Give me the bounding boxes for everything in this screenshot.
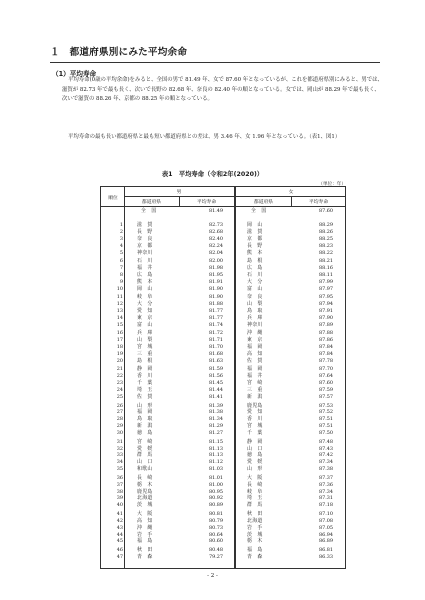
male-prefecture-cell: 東 京 [137, 314, 153, 321]
male-prefecture-cell: 兵 庫 [137, 330, 153, 337]
female-life-expectancy-cell: 87.89 [318, 321, 333, 328]
male-life-expectancy-cell: 82.40 [208, 235, 223, 242]
rank-cell: 16 [116, 330, 123, 337]
male-life-expectancy-cell: 81.95 [208, 271, 223, 278]
table-row [101, 538, 345, 545]
male-life-expectancy-cell: 80.92 [208, 495, 223, 502]
female-prefecture-cell: 山 形 [247, 466, 263, 473]
female-prefecture-cell: 千 葉 [247, 430, 263, 437]
table-row [101, 430, 345, 437]
male-life-expectancy-cell: 81.13 [208, 445, 223, 452]
female-prefecture-cell: 群 馬 [247, 502, 263, 509]
male-life-expectancy-cell: 80.89 [208, 502, 223, 509]
male-prefecture-cell: 福 井 [137, 265, 153, 271]
female-life-expectancy-cell: 87.51 [318, 416, 333, 423]
male-life-expectancy-cell: 81.77 [208, 308, 223, 314]
male-life-expectancy-cell: 81.91 [208, 278, 223, 285]
male-life-expectancy-cell: 81.12 [208, 459, 223, 466]
male-prefecture-cell: 青 森 [137, 553, 153, 560]
female-prefecture-cell: 長 崎 [247, 481, 263, 488]
male-life-expectancy-cell: 82.73 [208, 222, 223, 228]
rank-cell: 39 [116, 495, 123, 502]
national-row [101, 208, 345, 215]
male-life-expectancy-cell: 81.01 [208, 474, 223, 481]
rank-cell: 23 [116, 380, 123, 387]
rank-cell: 26 [116, 402, 123, 409]
female-life-expectancy-cell: 87.52 [318, 409, 333, 416]
male-prefecture-cell: 秋 田 [137, 546, 153, 553]
rank-cell: 35 [116, 466, 123, 473]
rank-cell: 7 [119, 265, 123, 271]
female-prefecture-cell: 山 梨 [247, 301, 263, 308]
rank-cell: 38 [116, 488, 123, 495]
male-life-expectancy-cell: 81.03 [208, 466, 223, 473]
male-prefecture-cell: 宮 城 [137, 344, 153, 351]
male-prefecture-cell: 静 岡 [137, 366, 153, 373]
male-prefecture-cell: 京 都 [137, 242, 153, 249]
table-row [101, 344, 345, 351]
header-divider-male [179, 196, 180, 206]
female-life-expectancy-cell: 87.42 [318, 452, 333, 459]
female-prefecture-cell: 東 京 [247, 337, 263, 344]
rank-cell: 47 [116, 553, 123, 560]
table-row [101, 351, 345, 358]
male-prefecture-cell: 福 島 [137, 538, 153, 545]
body-paragraph-1: 平均寿命(0歳の平均余命)をみると、全国の男で 81.49 年、女で 87.60 年となっているが、これを都道府県別にみると、男では、滋賀が 82.73 年で最も長く、次いで長野の 82.68 年、奈良の 82.40 年の順となっている。女では、岡山が 88.29 年で最も長く、次いで滋賀の 88.26 年、京都の 88.25 年の順となっている。 [62, 77, 383, 102]
female-life-expectancy-cell: 87.18 [318, 502, 333, 509]
female-prefecture-cell: 沖 縄 [247, 330, 263, 337]
table-row [101, 229, 345, 236]
table-row [101, 236, 345, 243]
female-life-expectancy-cell: 87.60 [318, 380, 333, 387]
female-life-expectancy-cell: 87.78 [318, 357, 333, 364]
female-life-expectancy-cell: 87.05 [318, 524, 333, 531]
male-prefecture-cell: 和歌山 [137, 466, 153, 473]
female-prefecture-cell: 神奈川 [247, 321, 263, 328]
female-prefecture-cell: 静 岡 [247, 438, 263, 445]
male-life-expectancy-cell: 81.70 [208, 344, 223, 351]
rank-cell: 24 [116, 387, 123, 394]
heading-rule [50, 62, 380, 63]
male-life-expectancy-cell: 81.74 [208, 321, 223, 328]
table-row [101, 502, 345, 509]
table-row [101, 243, 345, 250]
rank-cell: 18 [116, 344, 123, 351]
table-row [101, 322, 345, 329]
male-life-expectancy-cell: 81.88 [208, 301, 223, 308]
female-life-expectancy-cell: 88.16 [318, 265, 333, 271]
female-life-expectancy-cell: 88.23 [318, 242, 333, 249]
male-life-expectancy-cell: 81.29 [208, 423, 223, 430]
table-header [101, 187, 345, 207]
male-prefecture-cell: 石 川 [137, 258, 153, 265]
male-life-expectancy-cell: 81.13 [208, 452, 223, 459]
male-prefecture-cell: 愛 媛 [137, 445, 153, 452]
header-rank: 順位 [108, 196, 118, 201]
rank-cell: 1 [119, 222, 123, 228]
female-prefecture-cell: 大 分 [247, 278, 263, 285]
rank-cell: 9 [119, 278, 123, 285]
male-prefecture-cell: 福 岡 [137, 409, 153, 416]
rank-cell: 34 [116, 459, 123, 466]
female-prefecture-cell: 青 森 [247, 553, 263, 560]
table-row [101, 482, 345, 489]
female-prefecture-cell: 栃 木 [247, 538, 263, 545]
male-life-expectancy-cell: 81.72 [208, 330, 223, 337]
female-prefecture-cell: 熊 本 [247, 249, 263, 256]
male-life-expectancy-cell: 81.39 [208, 402, 223, 409]
header-male-life: 平均寿命 [196, 200, 217, 205]
table-row [101, 387, 345, 394]
male-life-expectancy-cell: 81.27 [208, 430, 223, 437]
male-life-expectancy-cell: 81.45 [208, 380, 223, 387]
rank-cell: 41 [116, 510, 123, 517]
table-row [101, 554, 345, 561]
male-prefecture-cell: 鹿児島 [137, 488, 153, 495]
male-life-expectancy-cell: 80.81 [208, 510, 223, 517]
table-row [101, 265, 345, 272]
section-heading: １ 都道府県別にみた平均余命 [50, 47, 188, 58]
male-life-expectancy-cell: 80.73 [208, 524, 223, 531]
female-life-expectancy-cell: 87.95 [318, 294, 333, 301]
rank-cell: 43 [116, 524, 123, 531]
rank-cell: 44 [116, 531, 123, 538]
male-life-expectancy-cell: 81.41 [208, 394, 223, 400]
rank-cell: 31 [116, 438, 123, 445]
female-prefecture-cell: 福 岡 [247, 366, 263, 373]
male-prefecture-cell: 長 野 [137, 228, 153, 235]
female-prefecture-cell: 秋 田 [247, 510, 263, 517]
rank-cell: 32 [116, 445, 123, 452]
female-prefecture-cell: 京 都 [247, 235, 263, 242]
female-life-expectancy-cell: 87.10 [318, 510, 333, 517]
rank-cell: 29 [116, 423, 123, 430]
female-prefecture-cell: 石 川 [247, 271, 263, 278]
male-prefecture-cell: 富 山 [137, 321, 153, 328]
table-unit: （単位：年） [318, 182, 346, 187]
female-life-expectancy-cell: 87.94 [318, 301, 333, 308]
female-prefecture-cell: 山 口 [247, 445, 263, 452]
male-life-expectancy-cell: 81.98 [208, 265, 223, 271]
female-life-expectancy-cell: 87.08 [318, 517, 333, 524]
male-prefecture-cell: 三 重 [137, 351, 153, 357]
rank-cell: 19 [116, 351, 123, 357]
male-life-expectancy-cell: 81.59 [208, 366, 223, 373]
male-prefecture-cell: 高 知 [137, 517, 153, 524]
table-row [101, 258, 345, 265]
national-female-value: 87.60 [318, 208, 333, 214]
table-row [101, 308, 345, 315]
male-life-expectancy-cell: 82.68 [208, 228, 223, 235]
rank-cell: 13 [116, 308, 123, 314]
male-life-expectancy-cell: 81.90 [208, 285, 223, 292]
female-prefecture-cell: 宮 崎 [247, 380, 263, 387]
rank-cell: 20 [116, 357, 123, 364]
male-prefecture-cell: 宮 崎 [137, 438, 153, 445]
male-life-expectancy-cell: 82.24 [208, 242, 223, 249]
female-prefecture-cell: 宮 城 [247, 423, 263, 430]
female-life-expectancy-cell: 87.59 [318, 387, 333, 394]
female-life-expectancy-cell: 87.70 [318, 366, 333, 373]
female-prefecture-cell: 福 井 [247, 373, 263, 380]
male-prefecture-cell: 群 馬 [137, 452, 153, 459]
male-life-expectancy-cell: 82.00 [208, 258, 223, 265]
female-prefecture-cell: 滋 賀 [247, 228, 263, 235]
male-prefecture-cell: 北海道 [137, 495, 153, 502]
male-life-expectancy-cell: 80.64 [208, 531, 223, 538]
header-male: 男 [176, 190, 182, 195]
table-row [101, 279, 345, 286]
female-prefecture-cell: 徳 島 [247, 452, 263, 459]
header-male-pref: 都道府県 [141, 200, 162, 205]
female-life-expectancy-cell: 87.43 [318, 445, 333, 452]
male-prefecture-cell: 千 葉 [137, 380, 153, 387]
male-life-expectancy-cell: 81.77 [208, 314, 223, 321]
table-row [101, 315, 345, 322]
female-life-expectancy-cell: 88.29 [318, 222, 333, 228]
rank-cell: 15 [116, 321, 123, 328]
female-prefecture-cell: 奈 良 [247, 294, 263, 301]
male-prefecture-cell: 徳 島 [137, 430, 153, 437]
rank-cell: 10 [116, 285, 123, 292]
female-life-expectancy-cell: 86.33 [318, 553, 333, 560]
female-life-expectancy-cell: 87.64 [318, 373, 333, 380]
male-life-expectancy-cell: 81.15 [208, 438, 223, 445]
national-female-label: 全 国 [251, 208, 267, 214]
male-prefecture-cell: 香 川 [137, 373, 153, 380]
female-life-expectancy-cell: 87.31 [318, 495, 333, 502]
rank-cell: 40 [116, 502, 123, 509]
female-prefecture-cell: 鳥 取 [247, 308, 263, 314]
rank-cell: 27 [116, 409, 123, 416]
female-life-expectancy-cell: 87.91 [318, 308, 333, 314]
male-life-expectancy-cell: 81.71 [208, 337, 223, 344]
male-life-expectancy-cell: 80.48 [208, 546, 223, 553]
male-prefecture-cell: 新 潟 [137, 423, 153, 430]
male-life-expectancy-cell: 81.63 [208, 357, 223, 364]
male-life-expectancy-cell: 81.68 [208, 351, 223, 357]
national-male-label: 全 国 [141, 208, 157, 214]
rank-cell: 22 [116, 373, 123, 380]
male-prefecture-cell: 岩 手 [137, 531, 153, 538]
table-row [101, 250, 345, 257]
female-prefecture-cell: 三 重 [247, 387, 263, 394]
female-life-expectancy-cell: 87.97 [318, 285, 333, 292]
male-prefecture-cell: 岡 山 [137, 285, 153, 292]
male-prefecture-cell: 山 形 [137, 402, 153, 409]
male-prefecture-cell: 大 分 [137, 301, 153, 308]
female-prefecture-cell: 大 阪 [247, 474, 263, 481]
male-prefecture-cell: 山 口 [137, 459, 153, 466]
rank-cell: 12 [116, 301, 123, 308]
rank-cell: 30 [116, 430, 123, 437]
female-life-expectancy-cell: 87.53 [318, 402, 333, 409]
table-row [101, 466, 345, 473]
female-prefecture-cell: 岡 山 [247, 222, 263, 228]
female-life-expectancy-cell: 87.84 [318, 344, 333, 351]
female-prefecture-cell: 福 島 [247, 546, 263, 553]
male-life-expectancy-cell: 81.38 [208, 409, 223, 416]
female-life-expectancy-cell: 87.38 [318, 466, 333, 473]
male-prefecture-cell: 鳥 取 [137, 416, 153, 423]
female-prefecture-cell: 高 知 [247, 351, 263, 357]
male-life-expectancy-cell: 82.04 [208, 249, 223, 256]
female-life-expectancy-cell: 86.81 [318, 546, 333, 553]
rank-cell: 25 [116, 394, 123, 400]
male-prefecture-cell: 長 崎 [137, 474, 153, 481]
header-female-pref: 都道府県 [253, 200, 274, 205]
rank-cell: 14 [116, 314, 123, 321]
female-life-expectancy-cell: 87.90 [318, 314, 333, 321]
header-female: 女 [288, 190, 294, 195]
male-life-expectancy-cell: 81.90 [208, 294, 223, 301]
female-prefecture-cell: 広 島 [247, 265, 263, 271]
male-prefecture-cell: 茨 城 [137, 502, 153, 509]
rank-cell: 37 [116, 481, 123, 488]
female-life-expectancy-cell: 86.94 [318, 531, 333, 538]
female-prefecture-cell: 鹿児島 [247, 402, 263, 409]
female-prefecture-cell: 佐 賀 [247, 357, 263, 364]
table-row [101, 525, 345, 532]
male-prefecture-cell: 愛 知 [137, 308, 153, 314]
female-life-expectancy-cell: 87.51 [318, 423, 333, 430]
female-prefecture-cell: 愛 知 [247, 409, 263, 416]
rank-cell: 4 [119, 242, 123, 249]
female-life-expectancy-cell: 87.84 [318, 351, 333, 357]
rank-cell: 28 [116, 416, 123, 423]
rank-cell: 3 [119, 235, 123, 242]
female-prefecture-cell: 新 潟 [247, 394, 263, 400]
header-divider-female [291, 196, 292, 206]
male-prefecture-cell: 山 梨 [137, 337, 153, 344]
header-female-life: 平均寿命 [308, 200, 329, 205]
rank-cell: 8 [119, 271, 123, 278]
table-row [101, 301, 345, 308]
female-prefecture-cell: 愛 媛 [247, 459, 263, 466]
rank-cell: 2 [119, 228, 123, 235]
table-row [101, 358, 345, 365]
male-life-expectancy-cell: 80.60 [208, 538, 223, 545]
female-life-expectancy-cell: 88.25 [318, 235, 333, 242]
table-row [101, 222, 345, 229]
female-life-expectancy-cell: 87.36 [318, 481, 333, 488]
female-life-expectancy-cell: 87.48 [318, 438, 333, 445]
male-life-expectancy-cell: 81.34 [208, 416, 223, 423]
male-life-expectancy-cell: 80.79 [208, 517, 223, 524]
national-male-value: 81.49 [208, 208, 223, 214]
female-life-expectancy-cell: 87.50 [318, 430, 333, 437]
female-life-expectancy-cell: 87.88 [318, 330, 333, 337]
subsection-heading: （1）平均寿命 [52, 70, 97, 78]
rank-cell: 5 [119, 249, 123, 256]
female-prefecture-cell: 島 根 [247, 258, 263, 265]
male-life-expectancy-cell: 81.00 [208, 481, 223, 488]
male-prefecture-cell: 神奈川 [137, 249, 153, 256]
male-life-expectancy-cell: 81.44 [208, 387, 223, 394]
male-prefecture-cell: 大 阪 [137, 510, 153, 517]
rank-cell: 36 [116, 474, 123, 481]
female-life-expectancy-cell: 86.89 [318, 538, 333, 545]
rank-cell: 42 [116, 517, 123, 524]
female-prefecture-cell: 香 川 [247, 416, 263, 423]
rank-cell: 6 [119, 258, 123, 265]
table-row [101, 286, 345, 293]
female-life-expectancy-cell: 88.21 [318, 258, 333, 265]
male-prefecture-cell: 栃 木 [137, 481, 153, 488]
female-life-expectancy-cell: 88.26 [318, 228, 333, 235]
female-life-expectancy-cell: 88.11 [318, 271, 333, 278]
female-life-expectancy-cell: 87.99 [318, 278, 333, 285]
female-life-expectancy-cell: 88.22 [318, 249, 333, 256]
female-life-expectancy-cell: 87.34 [318, 459, 333, 466]
table-row [101, 475, 345, 482]
body-paragraph-2: 平均寿命の最も長い都道府県と最も短い都道府県との差は、男 3.46 年、女 1.96 年となっている。（表1、図1） [68, 134, 341, 140]
female-prefecture-cell: 福 岡 [247, 344, 263, 351]
rank-cell: 45 [116, 538, 123, 545]
female-prefecture-cell: 埼 玉 [247, 495, 263, 502]
rank-cell: 17 [116, 337, 123, 344]
life-expectancy-table [100, 186, 346, 569]
male-prefecture-cell: 奈 良 [137, 235, 153, 242]
male-prefecture-cell: 沖 縄 [137, 524, 153, 531]
female-life-expectancy-cell: 87.57 [318, 394, 333, 400]
female-prefecture-cell: 岩 手 [247, 524, 263, 531]
male-life-expectancy-cell: 79.27 [208, 553, 223, 560]
female-prefecture-cell: 兵 庫 [247, 314, 263, 321]
male-life-expectancy-cell: 80.95 [208, 488, 223, 495]
male-prefecture-cell: 広 島 [137, 271, 153, 278]
male-prefecture-cell: 埼 玉 [137, 387, 153, 394]
female-prefecture-cell: 岐 阜 [247, 488, 263, 495]
male-prefecture-cell: 佐 賀 [137, 394, 153, 400]
rank-cell: 11 [116, 294, 123, 301]
female-prefecture-cell: 北海道 [247, 517, 263, 524]
female-prefecture-cell: 茨 城 [247, 531, 263, 538]
male-prefecture-cell: 島 根 [137, 357, 153, 364]
male-life-expectancy-cell: 81.56 [208, 373, 223, 380]
female-life-expectancy-cell: 87.34 [318, 488, 333, 495]
male-prefecture-cell: 岐 阜 [137, 294, 153, 301]
male-prefecture-cell: 滋 賀 [137, 222, 153, 228]
rank-cell: 46 [116, 546, 123, 553]
table-row [101, 518, 345, 525]
table-caption: 表1 平均寿命（令和2年(2020)） [161, 171, 264, 178]
table-row [101, 439, 345, 446]
male-prefecture-cell: 熊 本 [137, 278, 153, 285]
table-row [101, 511, 345, 518]
table-row [101, 394, 345, 401]
female-life-expectancy-cell: 87.86 [318, 337, 333, 344]
rank-cell: 21 [116, 366, 123, 373]
rank-cell: 33 [116, 452, 123, 459]
female-prefecture-cell: 富 山 [247, 285, 263, 292]
table-row [101, 272, 345, 279]
page-number: - 2 - [207, 573, 218, 579]
table-row [101, 547, 345, 554]
female-prefecture-cell: 長 野 [247, 242, 263, 249]
female-life-expectancy-cell: 87.37 [318, 474, 333, 481]
